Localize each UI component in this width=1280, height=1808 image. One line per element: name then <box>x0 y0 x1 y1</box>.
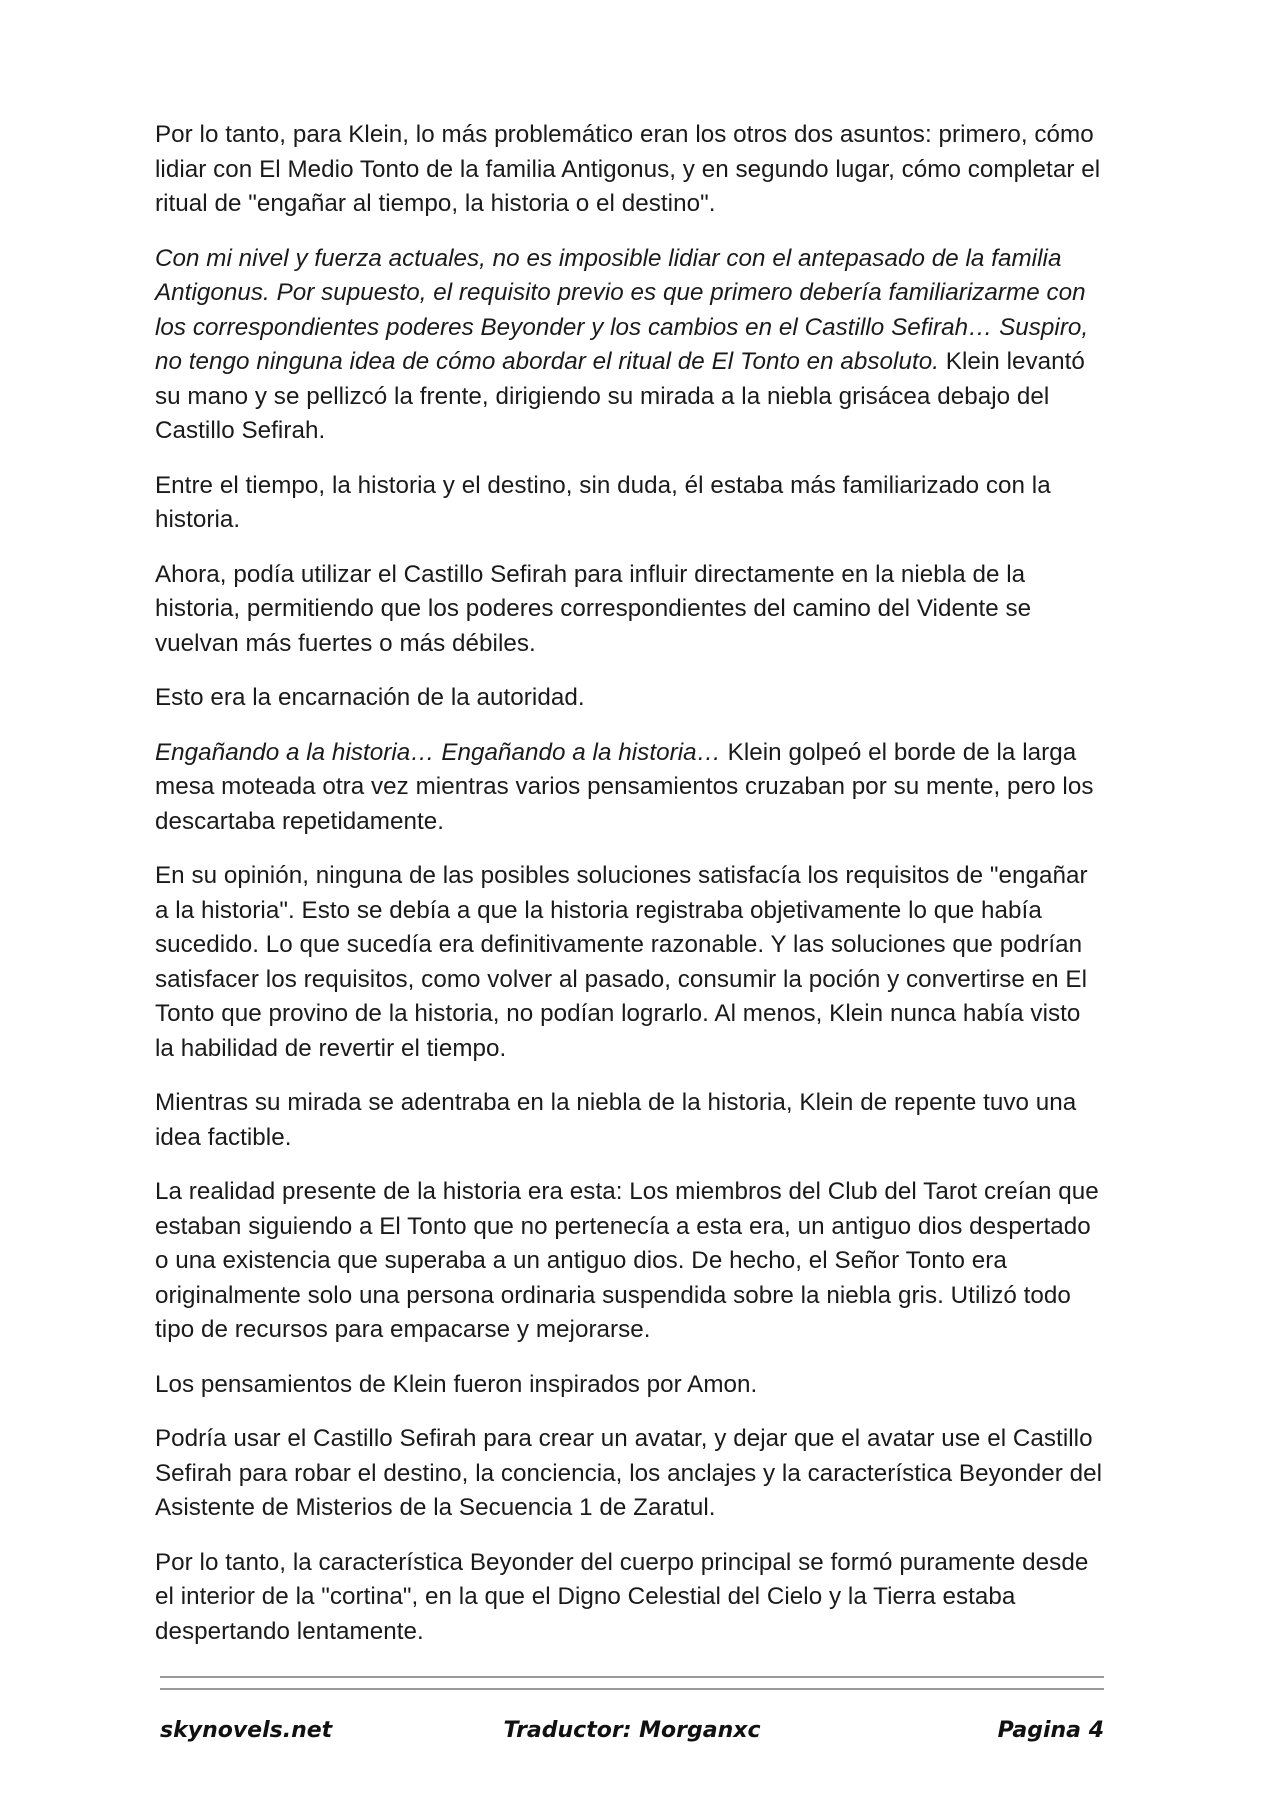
paragraph <box>155 558 1105 662</box>
paragraph <box>155 469 1105 538</box>
paragraph-text: La realidad presente de la historia era esta: Los miembros del Club del Tarot creían que estaban siguiendo a El Tonto que no pertenecía a esta era, un antiguo dios despertado o una existencia que superaba a un antiguo dios. De hecho, el Señor Tonto era originalmente solo una persona ordinaria suspendida sobre la niebla gris. Utilizó todo tipo de recursos para empacarse y mejorarse. <box>155 1178 1099 1343</box>
paragraph <box>155 242 1105 449</box>
paragraph <box>155 118 1105 222</box>
paragraph-text: Por lo tanto, para Klein, lo más problemático eran los otros dos asuntos: primero, cómo lidiar con El Medio Tonto de la familia Antigonus, y en segundo lugar, cómo completar el ritual de "engañar al tiempo, la historia o el destino". <box>155 121 1101 217</box>
footer-site-name: skynovels.net <box>160 1718 333 1743</box>
paragraph-thought-text: Engañando a la historia… Engañando a la historia… <box>155 738 721 766</box>
paragraph-text: Klein levantó su mano y se pellizcó la frente, dirigiendo su mirada a la niebla grisácea debajo del Castillo Sefirah. <box>155 348 1085 444</box>
page-body <box>155 118 1105 1669</box>
footer-translator: Traductor: Morganxc <box>503 1718 761 1743</box>
paragraph <box>155 1175 1105 1348</box>
paragraph <box>155 1546 1105 1650</box>
paragraph-thought-text: Con mi nivel y fuerza actuales, no es imposible lidiar con el antepasado de la familia Antigonus. Por supuesto, el requisito previo es que primero debería familiarizarme con los correspondientes poderes Beyonder y los cambios en el Castillo Sefirah… Suspiro, no tengo ninguna idea de cómo abordar el ritual de El Tonto en absoluto. <box>155 244 1089 375</box>
paragraph <box>155 736 1105 840</box>
paragraph-text: Podría usar el Castillo Sefirah para crear un avatar, y dejar que el avatar use el Castillo Sefirah para robar el destino, la conciencia, los anclajes y la característica Beyonder del Asistente de Misterios de la Secuencia 1 de Zaratul. <box>155 1425 1103 1521</box>
paragraph-text: En su opinión, ninguna de las posibles soluciones satisfacía los requisitos de "engañar a la historia". Esto se debía a que la historia registraba objetivamente lo que había sucedido. Lo que sucedía era definitivamente razonable. Y las soluciones que podrían satisfacer los requisitos, como volver al pasado, consumir la poción y convertirse en El Tonto que provino de la historia, no podían lograrlo. Al menos, Klein nunca había visto la habilidad de revertir el tiempo. <box>155 862 1088 1062</box>
paragraph-text: Mientras su mirada se adentraba en la niebla de la historia, Klein de repente tuvo una idea factible. <box>155 1089 1077 1151</box>
paragraph-text: Entre el tiempo, la historia y el destino, sin duda, él estaba más familiarizado con la historia. <box>155 471 1051 533</box>
footer-page-number: Pagina 4 <box>997 1718 1104 1743</box>
paragraph-text: Los pensamientos de Klein fueron inspirados por Amon. <box>155 1370 758 1398</box>
paragraph-text: Esto era la encarnación de la autoridad. <box>155 684 585 711</box>
page-footer <box>160 1718 1104 1752</box>
paragraph-text: Klein golpeó el borde de la larga mesa moteada otra vez mientras varios pensamientos cruzaban por su mente, pero los descartaba repetidamente. <box>155 738 1094 835</box>
footer-divider-top <box>160 1676 1104 1678</box>
paragraph <box>155 1086 1105 1155</box>
paragraph <box>155 681 1105 716</box>
paragraph-text: Por lo tanto, la característica Beyonder del cuerpo principal se formó puramente desde el interior de la "cortina", en la que el Digno Celestial del Cielo y la Tierra estaba despertando lentamente. <box>155 1548 1089 1645</box>
paragraph <box>155 1422 1105 1526</box>
paragraph <box>155 1368 1105 1403</box>
paragraph-text: Ahora, podía utilizar el Castillo Sefirah para influir directamente en la niebla de la historia, permitiendo que los poderes correspondientes del camino del Vidente se vuelvan más fuertes o más débiles. <box>155 560 1032 657</box>
footer-divider-bottom <box>160 1688 1104 1690</box>
paragraph <box>155 859 1105 1066</box>
